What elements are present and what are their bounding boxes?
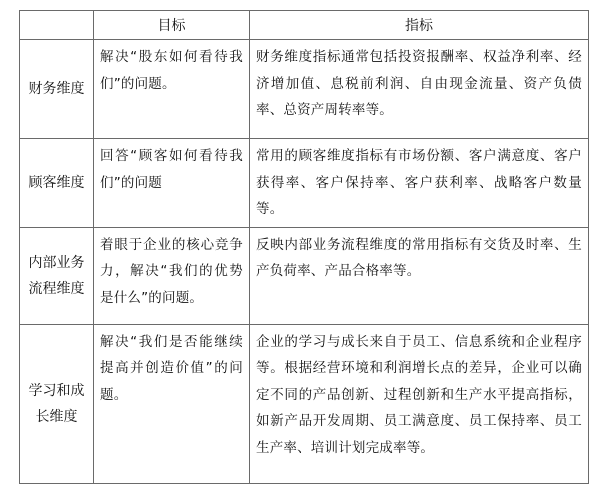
header-goal: 目标 — [94, 11, 250, 40]
dimension-cell: 顾客维度 — [20, 139, 94, 228]
goal-cell: 解决“我们是否能继续提高并创造价值”的问题。 — [94, 324, 250, 483]
header-dimension — [20, 11, 94, 40]
indicators-cell: 企业的学习与成长来自于员工、信息系统和企业程序等。根据经营环境和利润增长点的差异，企业可以确定不同的产品创新、过程创新和生产水平提高指标，如新产品开发周期、员工满意度、员工保持率、员工生产率、培训计划完成率等。 — [250, 324, 589, 483]
indicators-cell: 财务维度指标通常包括投资报酬率、权益净利率、经济增加值、息税前利润、自由现金流量、资产负债率、总资产周转率等。 — [250, 40, 589, 139]
goal-cell: 着眼于企业的核心竞争力，解决“我们的优势是什么”的问题。 — [94, 227, 250, 324]
goal-cell: 回答“顾客如何看待我们”的问题 — [94, 139, 250, 228]
table-row-financial — [20, 40, 589, 139]
balanced-scorecard-table — [19, 10, 589, 484]
indicators-cell: 常用的顾客维度指标有市场份额、客户满意度、客户获得率、客户保持率、客户获利率、战略客户数量等。 — [250, 139, 589, 228]
table-row-internal-process — [20, 227, 589, 324]
indicators-cell: 反映内部业务流程维度的常用指标有交货及时率、生产负荷率、产品合格率等。 — [250, 227, 589, 324]
header-indicators: 指标 — [250, 11, 589, 40]
table-row-learning-growth — [20, 324, 589, 483]
table-row-customer — [20, 139, 589, 228]
goal-cell: 解决“股东如何看待我们”的问题。 — [94, 40, 250, 139]
dimension-cell: 内部业务流程维度 — [20, 227, 94, 324]
dimension-cell: 财务维度 — [20, 40, 94, 139]
table-header-row — [20, 11, 589, 40]
dimension-cell: 学习和成长维度 — [20, 324, 94, 483]
